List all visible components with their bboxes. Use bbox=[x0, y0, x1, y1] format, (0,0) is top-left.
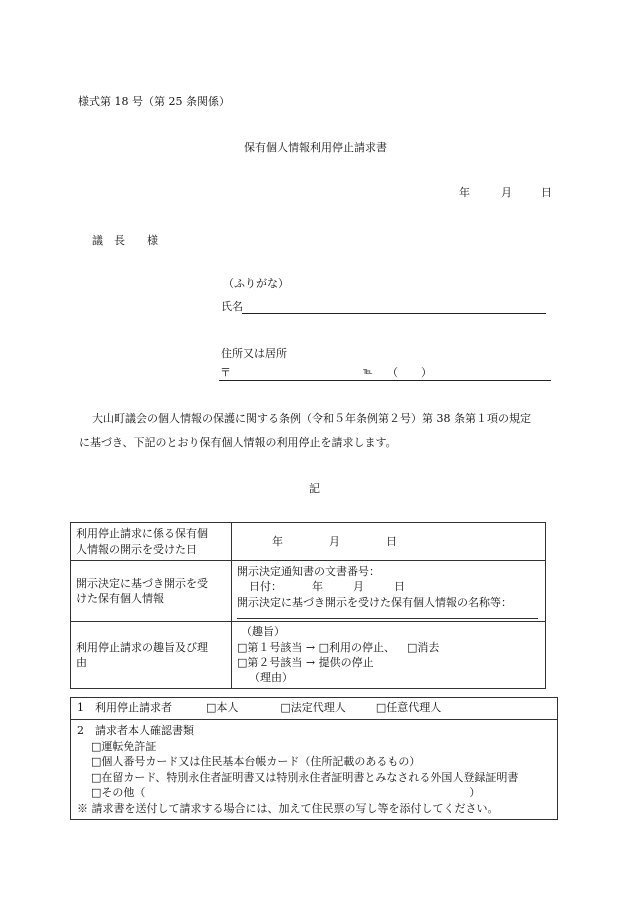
id-documents-row: 2 請求者本人確認書類 □運転免許証 □個人番号カード又は住民基本台帳カード（住所記載のあるもの） □在留カード、特別永住者証明書又は特別永住者証明書とみなされる外国人登録証明書 □その他（ ） ※ 請求書を送付して請求する場合には、加えて住民票の写し等を添付してください。 bbox=[71, 720, 558, 820]
table-row bbox=[71, 561, 546, 622]
furigana-label: （ふりがな） bbox=[223, 277, 289, 290]
tel-paren-open: （ bbox=[387, 366, 398, 379]
tel-label: ℡ bbox=[363, 367, 373, 377]
address-field[interactable] bbox=[219, 380, 551, 381]
disclosed-info-label: 開示決定に基づき開示を受 けた保有個人情報 bbox=[71, 561, 232, 622]
ki-heading: 記 bbox=[309, 482, 320, 495]
body-line-2: に基づき、下記のとおり保有個人情報の利用停止を請求します。 bbox=[79, 436, 397, 449]
body-line-1: 大山町議会の個人情報の保護に関する条例（令和５年条例第２号）第 38 条第１項の規定 bbox=[92, 412, 531, 425]
date-month: 月 bbox=[501, 186, 512, 199]
id-option-other[interactable]: □その他（ bbox=[91, 786, 146, 800]
table-row bbox=[71, 622, 546, 689]
date-day: 日 bbox=[541, 186, 552, 199]
form-number: 様式第 18 号（第 25 条関係） bbox=[78, 95, 230, 108]
option-erase[interactable]: □消去 bbox=[407, 640, 440, 654]
disclosed-info-field[interactable]: 開示決定通知書の文書番号： 日付： 年 月 日 開示決定に基づき開示を受けた保有個人情報の名称等： bbox=[232, 561, 546, 622]
purpose-reason-field[interactable]: （趣旨） □第１号該当 → □利用の停止、 □消去 □第２号該当 → 提供の停止 （理由） bbox=[232, 622, 546, 689]
id-option-mynumber[interactable]: □個人番号カード又は住民基本台帳カード（住所記載のあるもの） bbox=[91, 755, 421, 769]
id-option-residence-card[interactable]: □在留カード、特別永住者証明書又は特別永住者証明書とみなされる外国人登録証明書 bbox=[91, 770, 519, 784]
address-label: 住所又は居所 bbox=[221, 347, 287, 360]
request-details-table bbox=[70, 522, 546, 689]
id-option-license[interactable]: □運転免許証 bbox=[91, 739, 157, 753]
mail-note: ※ 請求書を送付して請求する場合には、加えて住民票の写し等を添付してください。 bbox=[77, 802, 499, 816]
option-voluntary-agent[interactable]: □任意代理人 bbox=[375, 701, 442, 714]
table-row bbox=[71, 523, 546, 561]
requester-table bbox=[70, 697, 558, 820]
purpose-reason-label: 利用停止請求の趣旨及び理 由 bbox=[71, 622, 232, 689]
disclosure-date-label: 利用停止請求に係る保有個 人情報の開示を受けた日 bbox=[71, 523, 232, 561]
option-article2[interactable]: □第２号該当 → 提供の停止 bbox=[237, 655, 374, 669]
page-title: 保有個人情報利用停止請求書 bbox=[244, 141, 387, 154]
option-legal-agent[interactable]: □法定代理人 bbox=[280, 701, 346, 714]
table-row bbox=[71, 720, 558, 820]
disclosure-date-field[interactable]: 年 月 日 bbox=[232, 523, 546, 561]
addressee: 議 長 様 bbox=[92, 234, 158, 247]
table-row bbox=[71, 698, 558, 720]
postal-mark: 〒 bbox=[220, 366, 231, 379]
name-answer-line bbox=[237, 618, 538, 619]
date-year: 年 bbox=[459, 186, 470, 199]
option-self[interactable]: □本人 bbox=[206, 701, 239, 714]
option-article1[interactable]: □第１号該当 → □利用の停止、 bbox=[237, 640, 395, 654]
requester-row: 1 利用停止請求者 □本人 □法定代理人 □任意代理人 bbox=[71, 698, 558, 720]
name-field[interactable] bbox=[242, 313, 546, 314]
name-label: 氏名 bbox=[221, 300, 243, 313]
tel-paren-close: ） bbox=[421, 366, 432, 379]
